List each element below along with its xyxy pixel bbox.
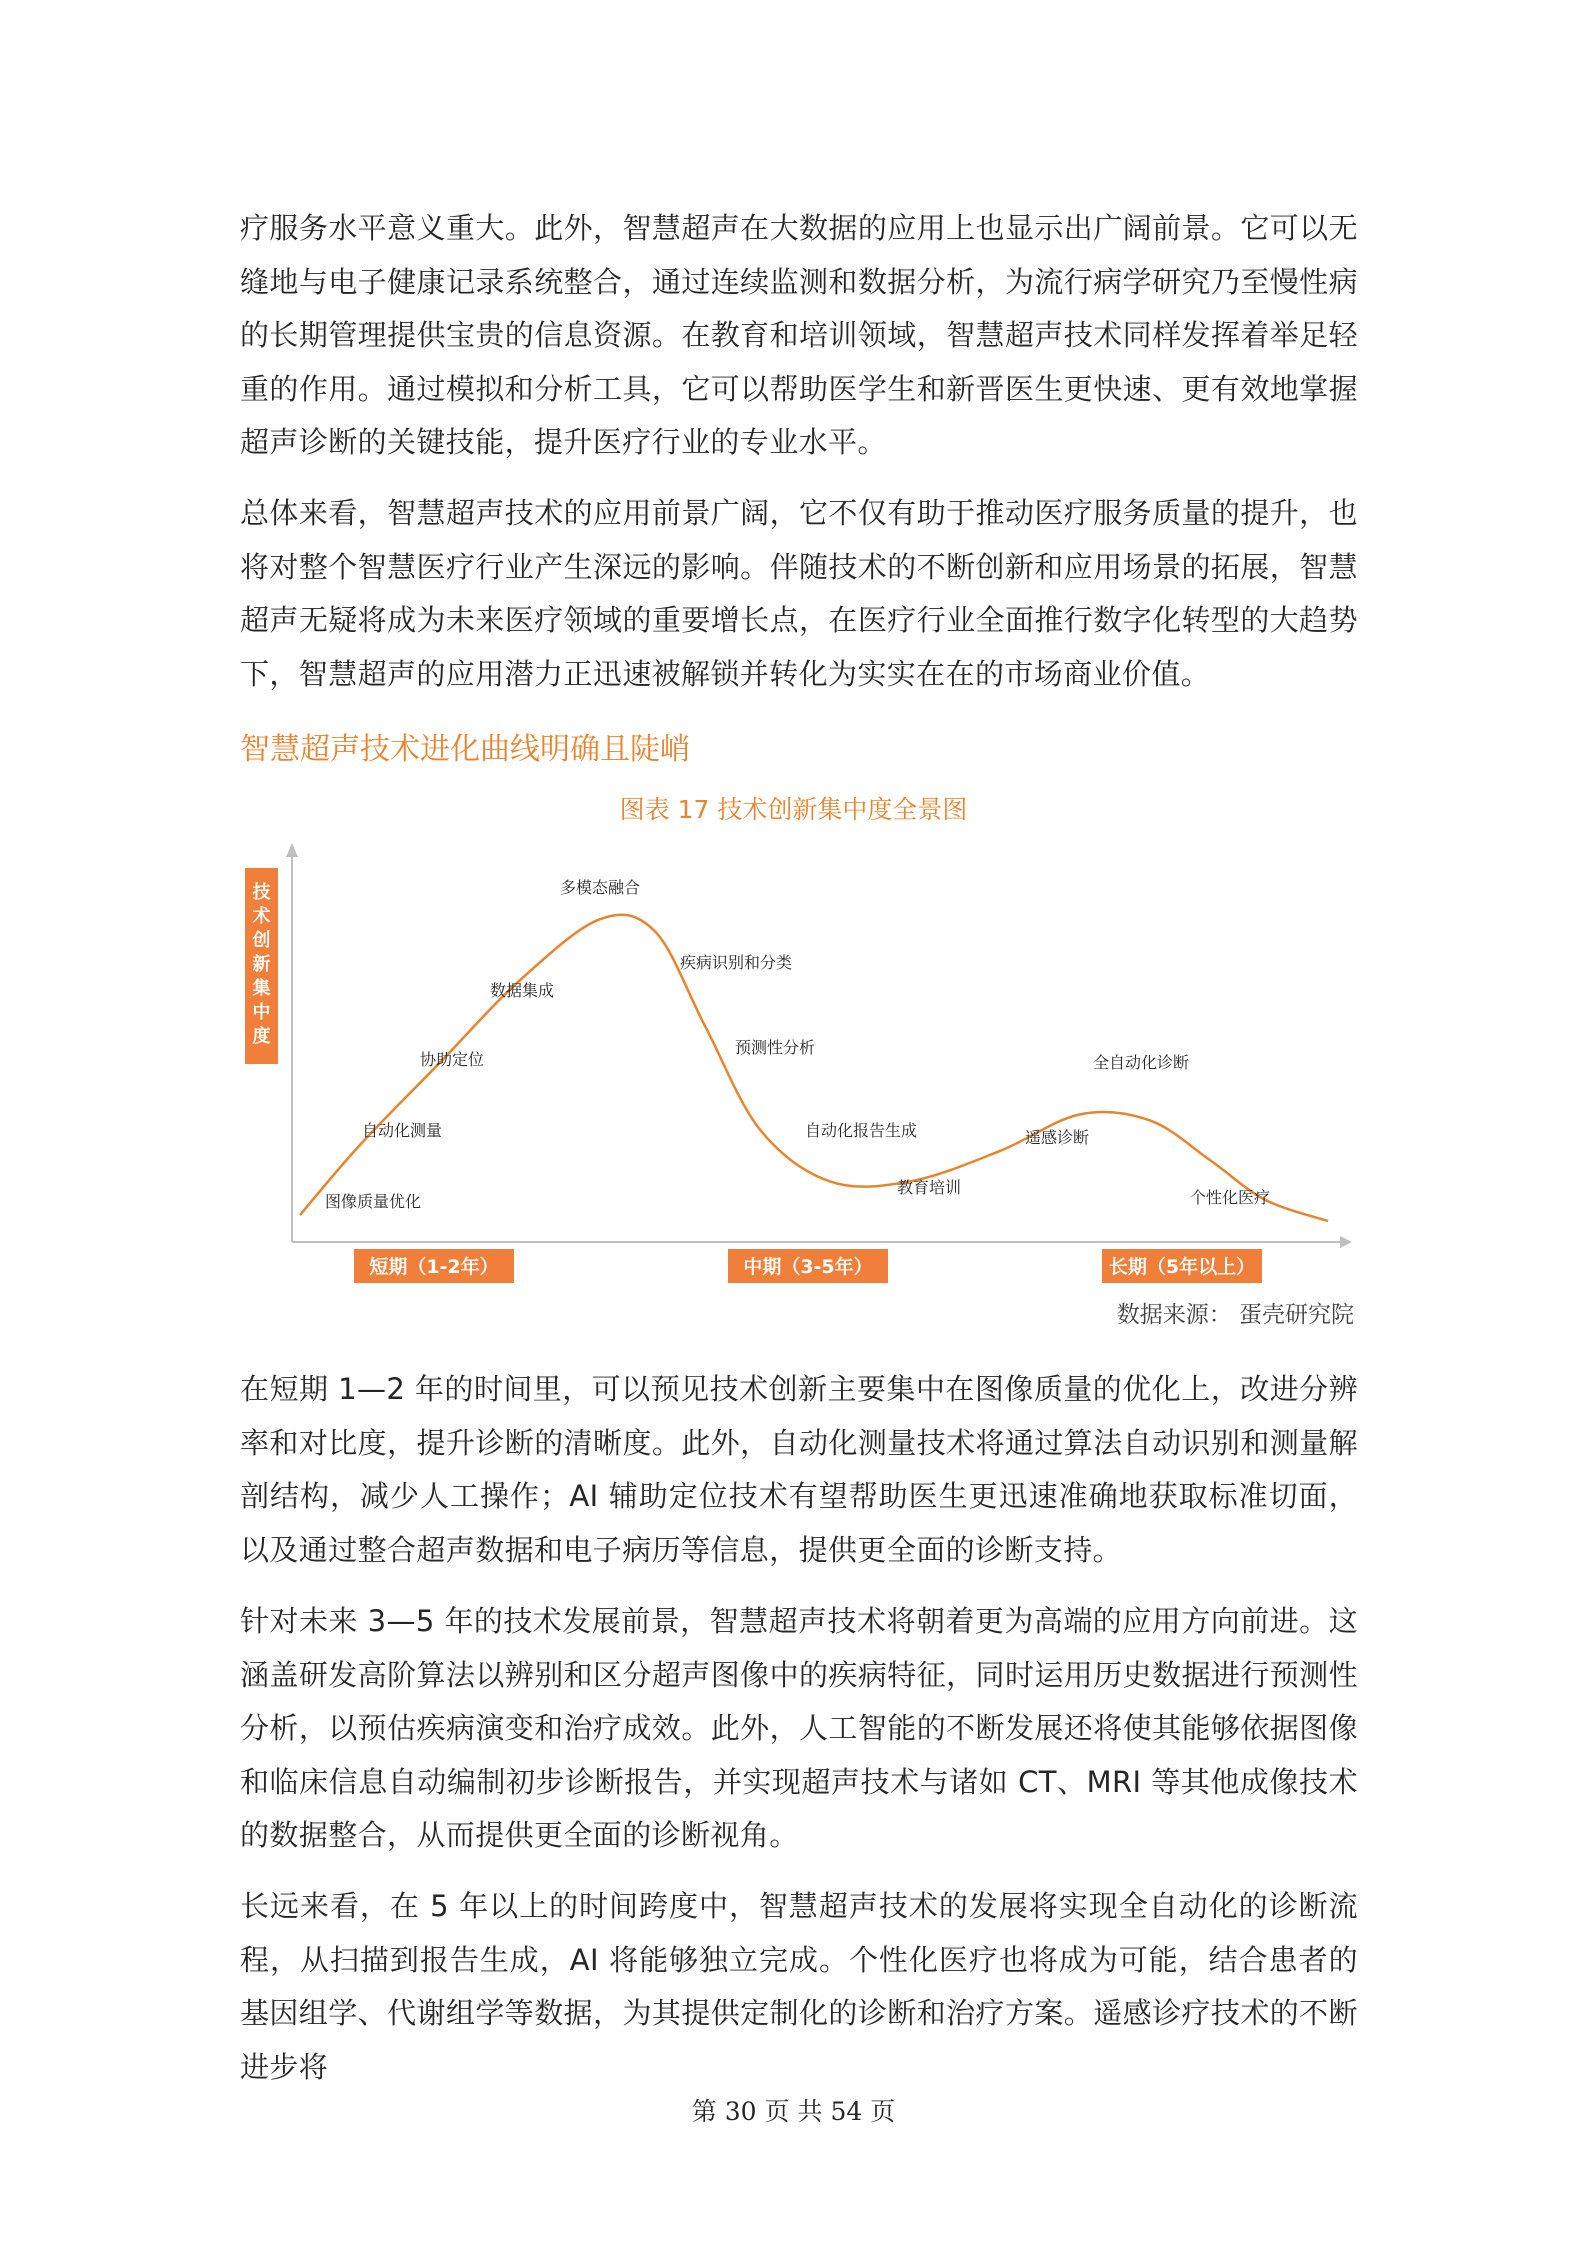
section-heading: 智慧超声技术进化曲线明确且陡峭 (240, 732, 690, 767)
curve-point-label: 数据集成 (490, 981, 555, 1000)
curve-point-label: 协助定位 (420, 1050, 485, 1069)
current-page-number: 30 (724, 2097, 757, 2126)
curve-point-label: 多模态融合 (560, 878, 641, 897)
footer-prefix: 第 (691, 2097, 717, 2126)
curve-point-label: 预测性分析 (735, 1038, 816, 1057)
phase-label: 长期（5年以上） (1108, 1256, 1256, 1278)
figure-caption: 图表 17 技术创新集中度全景图 (619, 795, 968, 824)
curve-point-label: 自动化测量 (362, 1121, 443, 1140)
paragraph-4: 针对未来 3—5 年的技术发展前景，智慧超声技术将朝着更为高端的应用方向前进。这涵盖研发高阶算法以辨别和区分超声图像中的疾病特征，同时运用历史数据进行预测性分析，以预估疾病演变和治疗成效。此外，人工智能的不断发展还将使其能够依据图像和临床信息自动编制初步诊断报告，并实现超声技术与诸如 CT、MRI 等其他成像技术的数据整合，从而提供更全面的诊断视角。 (240, 1604, 1358, 1852)
y-axis-label-char: 术 (252, 906, 271, 927)
y-axis-label (245, 868, 278, 1064)
total-page-number: 54 (830, 2097, 863, 2126)
y-axis-label-char: 创 (252, 930, 271, 951)
page-footer (0, 2092, 1587, 2128)
curve-point-label: 遥感诊断 (1025, 1128, 1090, 1147)
curve-point-label: 图像质量优化 (325, 1192, 422, 1211)
phase-label: 短期（1-2年） (369, 1256, 499, 1278)
data-source: 数据来源： 蛋壳研究院 (1116, 1302, 1354, 1328)
footer-suffix: 页 (870, 2097, 896, 2126)
phase-label: 中期（3-5年） (743, 1256, 873, 1278)
paragraph-3: 在短期 1—2 年的时间里，可以预见技术创新主要集中在图像质量的优化上，改进分辨率和对比度，提升诊断的清晰度。此外，自动化测量技术将通过算法自动识别和测量解剖结构，减少人工操作；AI 辅助定位技术有望帮助医生更迅速准确地获取标准切面，以及通过整合超声数据和电子病历等信息，提供更全面的诊断支持。 (240, 1372, 1358, 1567)
paragraph-2: 总体来看，智慧超声技术的应用前景广阔，它不仅有助于推动医疗服务质量的提升，也将对整个智慧医疗行业产生深远的影响。伴随技术的不断创新和应用场景的拓展，智慧超声无疑将成为未来医疗领域的重要增长点，在医疗行业全面推行数字化转型的大趋势下，智慧超声的应用潜力正迅速被解锁并转化为实实在在的市场商业价值。 (240, 496, 1358, 691)
paragraph-5: 长远来看，在 5 年以上的时间跨度中，智慧超声技术的发展将实现全自动化的诊断流程，从扫描到报告生成，AI 将能够独立完成。个性化医疗也将成为可能，结合患者的基因组学、代谢组学等数据，为其提供定制化的诊断和治疗方案。遥感诊疗技术的不断进步将 (240, 1889, 1358, 2084)
paragraph-1: 疗服务水平意义重大。此外，智慧超声在大数据的应用上也显示出广阔前景。它可以无缝地与电子健康记录系统整合，通过连续监测和数据分析，为流行病学研究乃至慢性病的长期管理提供宝贵的信息资源。在教育和培训领域，智慧超声技术同样发挥着举足轻重的作用。通过模拟和分析工具，它可以帮助医学生和新晋医生更快速、更有效地掌握超声诊断的关键技能，提升医疗行业的专业水平。 (240, 211, 1358, 459)
y-axis-label-char: 技 (252, 882, 271, 903)
y-axis-label-char: 度 (252, 1026, 271, 1047)
y-axis-arrow (286, 843, 298, 857)
curve-point-label: 教育培训 (897, 1178, 962, 1197)
curve-point-label: 个性化医疗 (1190, 1188, 1271, 1207)
y-axis-label-char: 新 (252, 954, 271, 975)
curve-point-label: 全自动化诊断 (1093, 1053, 1190, 1072)
y-axis-label-char: 集 (252, 978, 271, 999)
x-axis-arrow (1340, 1236, 1352, 1248)
y-axis-label-char: 中 (252, 1002, 271, 1023)
curve-point-label: 自动化报告生成 (805, 1121, 918, 1140)
curve-point-label: 疾病识别和分类 (680, 953, 793, 972)
footer-middle: 页 共 (764, 2097, 823, 2126)
